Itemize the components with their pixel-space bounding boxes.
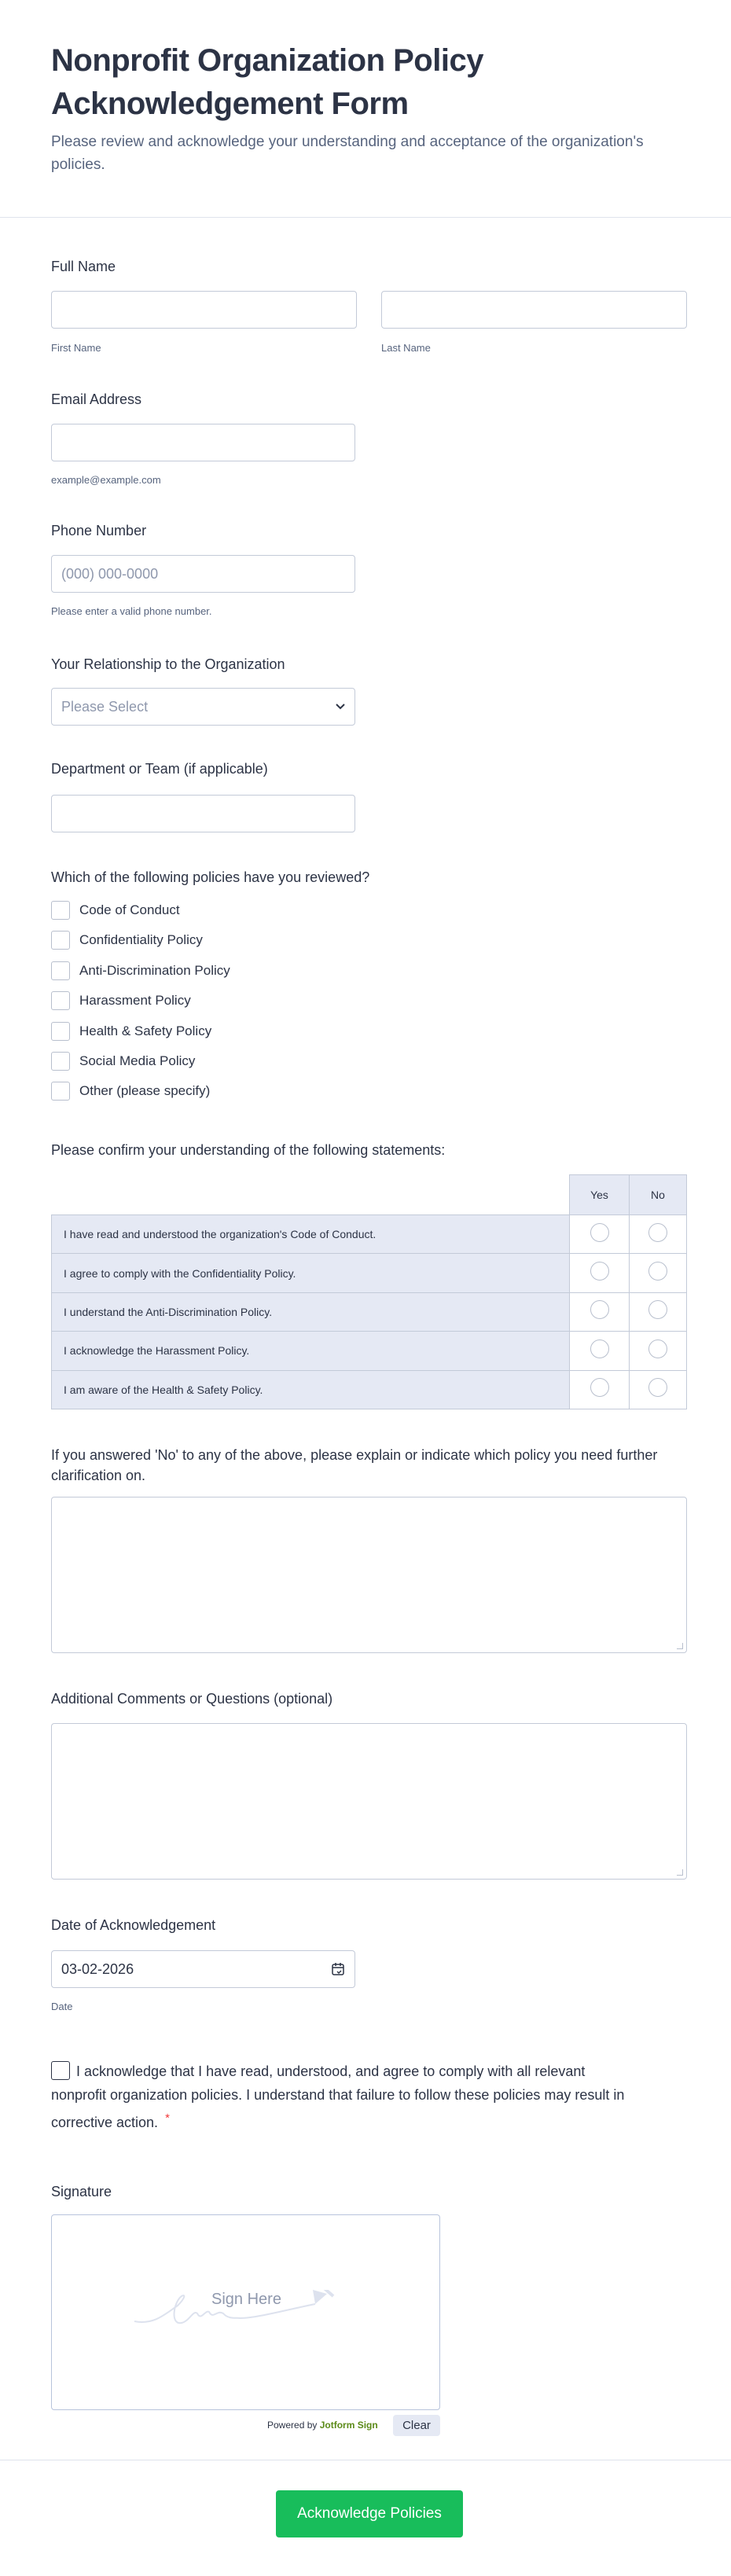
form-title: Nonprofit Organization Policy Acknowledgement Form: [51, 43, 483, 121]
powered-by-text: Powered by: [267, 2420, 318, 2431]
comments-textarea[interactable]: [51, 1723, 687, 1880]
policy-option[interactable]: [51, 991, 191, 1010]
radio-no[interactable]: [648, 1378, 667, 1397]
phone-placeholder: (000) 000-0000: [61, 565, 159, 582]
radio-yes[interactable]: [590, 1300, 609, 1319]
matrix-row: [52, 1292, 687, 1331]
first-name-input[interactable]: [51, 291, 357, 329]
first-name-sublabel: First Name: [51, 342, 101, 354]
last-name-input[interactable]: [381, 291, 687, 329]
checkbox[interactable]: [51, 1052, 70, 1071]
radio-yes[interactable]: [590, 1339, 609, 1358]
matrix-row-label: I acknowledge the Harassment Policy.: [52, 1332, 570, 1370]
full-name-label: Full Name: [51, 259, 116, 274]
clear-signature-button[interactable]: Clear: [393, 2415, 440, 2436]
matrix-row: [52, 1254, 687, 1292]
radio-yes[interactable]: [590, 1378, 609, 1397]
explain-textarea[interactable]: [51, 1497, 687, 1653]
policy-option-label: Code of Conduct: [79, 902, 180, 917]
matrix-corner: [52, 1175, 570, 1215]
checkbox[interactable]: [51, 931, 70, 950]
date-sublabel: Date: [51, 2001, 73, 2012]
date-input[interactable]: [51, 1950, 355, 1988]
signature-pad[interactable]: [51, 2214, 440, 2410]
phone-input[interactable]: [51, 555, 355, 593]
acknowledge-checkbox[interactable]: [51, 2061, 70, 2080]
jotform-sign-link[interactable]: Jotform Sign: [319, 2420, 378, 2431]
powered-by: [267, 2420, 378, 2431]
calendar-icon[interactable]: [331, 1962, 345, 1976]
email-label: Email Address: [51, 391, 142, 407]
confirmation-matrix: [51, 1174, 687, 1409]
signature-label: Signature: [51, 2184, 112, 2199]
checkbox[interactable]: [51, 991, 70, 1010]
email-input[interactable]: [51, 424, 355, 461]
last-name-sublabel: Last Name: [381, 342, 431, 354]
policy-option-label: Anti-Discrimination Policy: [79, 963, 230, 978]
matrix-row-label: I agree to comply with the Confidentiality Policy.: [52, 1254, 570, 1292]
radio-yes[interactable]: [590, 1262, 609, 1281]
matrix-row: [52, 1332, 687, 1370]
relationship-select[interactable]: [51, 688, 355, 726]
date-label: Date of Acknowledgement: [51, 1917, 216, 1933]
checkbox[interactable]: [51, 1082, 70, 1101]
matrix-row: [52, 1215, 687, 1254]
signature-pen-icon: [130, 2290, 335, 2337]
policy-option-label: Social Media Policy: [79, 1053, 196, 1068]
acknowledge-field: [51, 2060, 625, 2134]
checkbox[interactable]: [51, 1022, 70, 1041]
matrix-label: Please confirm your understanding of the following statements:: [51, 1142, 446, 1158]
matrix-row-label: I am aware of the Health & Safety Policy.: [52, 1370, 570, 1409]
explain-label: If you answered 'No' to any of the above, please explain or indicate which policy you need further clarification on.: [51, 1447, 658, 1483]
policy-option[interactable]: [51, 1052, 195, 1071]
date-value: 03-02-2026: [61, 1960, 134, 1977]
resize-handle-icon[interactable]: [677, 1643, 683, 1649]
radio-yes[interactable]: [590, 1223, 609, 1242]
policy-option[interactable]: [51, 931, 203, 950]
checkbox[interactable]: [51, 901, 70, 920]
policy-option-label: Confidentiality Policy: [79, 932, 203, 947]
policy-option[interactable]: [51, 901, 180, 920]
radio-no[interactable]: [648, 1223, 667, 1242]
policies-label: Which of the following policies have you reviewed?: [51, 869, 370, 885]
acknowledge-text: I acknowledge that I have read, understood, and agree to comply with all relevant nonprofit organization policies. I understand that failure to follow these policies may result in corrective action.: [51, 2063, 625, 2130]
phone-sublabel: Please enter a valid phone number.: [51, 605, 212, 617]
comments-label: Additional Comments or Questions (optional): [51, 1691, 333, 1707]
checkbox[interactable]: [51, 961, 70, 980]
policy-option-label: Harassment Policy: [79, 993, 191, 1008]
resize-handle-icon[interactable]: [677, 1869, 683, 1876]
email-sublabel: example@example.com: [51, 474, 161, 486]
header-divider: [0, 217, 731, 218]
relationship-selected: Please Select: [61, 698, 149, 715]
department-label: Department or Team (if applicable): [51, 761, 268, 777]
form-subtitle: Please review and acknowledge your understanding and acceptance of the organization's policies.: [51, 134, 644, 173]
submit-button[interactable]: Acknowledge Policies: [276, 2490, 463, 2537]
matrix-row-label: I have read and understood the organization's Code of Conduct.: [52, 1215, 570, 1254]
chevron-down-icon: [336, 704, 345, 710]
department-input[interactable]: [51, 795, 355, 832]
policy-option[interactable]: [51, 961, 230, 980]
sign-here-placeholder: Sign Here: [211, 2291, 281, 2308]
policy-option-label: Other (please specify): [79, 1083, 211, 1098]
relationship-label: Your Relationship to the Organization: [51, 656, 285, 672]
phone-label: Phone Number: [51, 523, 147, 538]
radio-no[interactable]: [648, 1339, 667, 1358]
matrix-col-yes: Yes: [570, 1175, 630, 1215]
required-mark: *: [165, 2111, 170, 2125]
policy-option-label: Health & Safety Policy: [79, 1023, 212, 1038]
matrix-row: [52, 1370, 687, 1409]
matrix-col-no: No: [630, 1175, 687, 1215]
matrix-row-label: I understand the Anti-Discrimination Policy.: [52, 1292, 570, 1331]
policy-option[interactable]: [51, 1082, 210, 1101]
radio-no[interactable]: [648, 1300, 667, 1319]
radio-no[interactable]: [648, 1262, 667, 1281]
policy-option[interactable]: [51, 1022, 211, 1041]
